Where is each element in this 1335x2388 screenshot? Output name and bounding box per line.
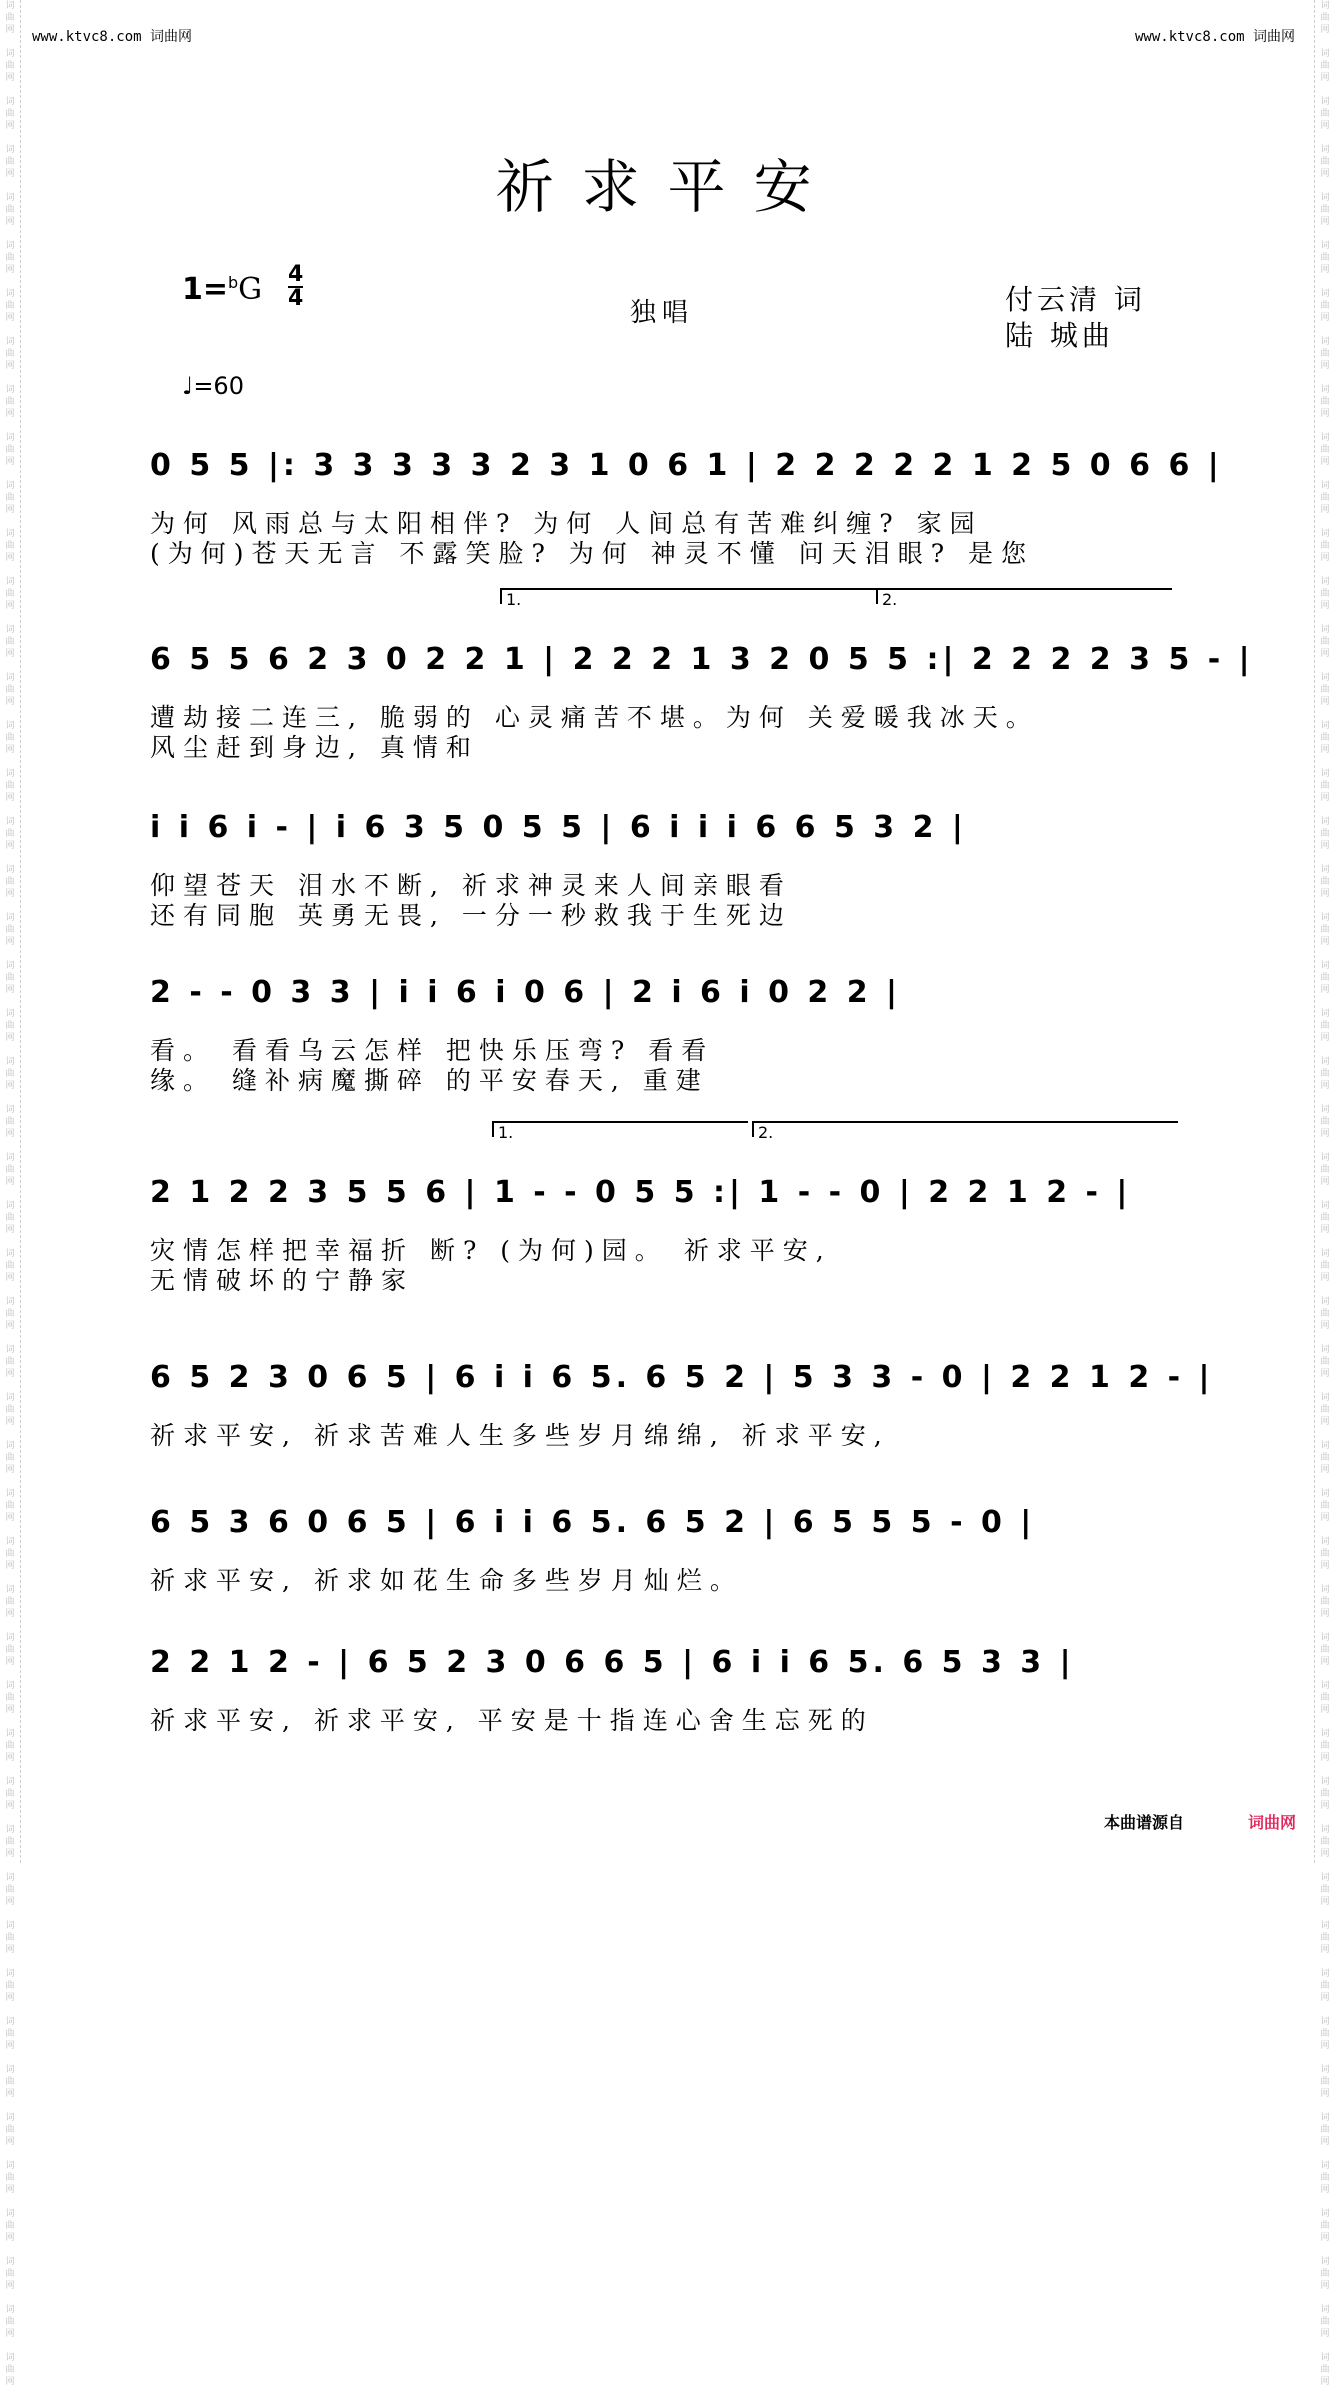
lyric-line: 祈求平安, 祈求苦难人生多些岁月绵绵, 祈求平安,	[150, 1421, 890, 1450]
lyric-line: 看。 看看乌云怎样 把快乐压弯? 看看	[150, 1036, 715, 1065]
time-top: 4	[288, 262, 304, 287]
site-header-right: www.ktvc8.com 词曲网	[1134, 29, 1295, 45]
right-edge-watermark: 词 曲 网 词 曲 网 词 曲 网 词 曲 网 词 曲 网 词 曲 网 词 曲 网 词 曲 网 词 曲 网 词 曲 网 词 曲 网 词 曲 网 词 曲 网 词 曲 网 词 曲 网 词 曲 网 词 曲 网 词 曲 网 词 曲 网 词 曲 网 词 曲 网 词 曲 网 词 曲 网 词 曲 网 词 曲 网 词 曲 网 词 曲 网 词 曲 网 词 曲 网 词 曲 网 词 曲 网 词 曲 网 词 曲 网 词 曲 网 词 曲 网 词 曲 网 词 曲 网 词 曲 网 词 曲 网 词 曲 网 词 曲 网 词 曲 网 词 曲 网 词 曲 网 词 曲 网 词 曲 网 词 曲 网 词 曲 网 词 曲 网 词 曲 网	[1314, 0, 1335, 1863]
lyric-line: (为何)苍天无言 不露笑脸? 为何 神灵不懂 问天泪眼? 是您	[150, 539, 1035, 568]
key-note: G	[238, 272, 263, 307]
lyric-line: 还有同胞 英勇无畏, 一分一秒救我于生死边	[150, 901, 792, 930]
left-edge-watermark: 词 曲 网 词 曲 网 词 曲 网 词 曲 网 词 曲 网 词 曲 网 词 曲 网 词 曲 网 词 曲 网 词 曲 网 词 曲 网 词 曲 网 词 曲 网 词 曲 网 词 曲 网 词 曲 网 词 曲 网 词 曲 网 词 曲 网 词 曲 网 词 曲 网 词 曲 网 词 曲 网 词 曲 网 词 曲 网 词 曲 网 词 曲 网 词 曲 网 词 曲 网 词 曲 网 词 曲 网 词 曲 网 词 曲 网 词 曲 网 词 曲 网 词 曲 网 词 曲 网 词 曲 网 词 曲 网 词 曲 网 词 曲 网 词 曲 网 词 曲 网 词 曲 网 词 曲 网 词 曲 网 词 曲 网 词 曲 网 词 曲 网 词 曲 网	[0, 0, 21, 1863]
notation-line: 0 5 5 |: 3 3 3 3 3 2 3 1 0 6 1 | 2 2 2 2 2 1 2 5 0 6 6 |	[150, 448, 1223, 483]
lyric-line: 为何 风雨总与太阳相伴? 为何 人间总有苦难纠缠? 家园	[150, 509, 983, 538]
key-flat: b	[228, 273, 239, 292]
source-brand: 词曲网	[1248, 1813, 1297, 1832]
lyricist: 付云清 词	[1005, 283, 1146, 316]
lyric-line: 祈求平安, 祈求如花生命多些岁月灿烂。	[150, 1566, 743, 1595]
notation-line: i i 6 i - | i 6 3 5 0 5 5 | 6 i i i 6 6 5 3 2 |	[150, 810, 967, 845]
time-signature	[288, 264, 303, 310]
lyric-line: 遭劫接二连三, 脆弱的 心灵痛苦不堪。为何 关爱暖我冰天。	[150, 703, 1039, 732]
lyric-line: 无情破坏的宁静家	[150, 1266, 415, 1295]
notation-line: 6 5 5 6 2 3 0 2 2 1 | 2 2 2 1 3 2 0 5 5 :| 2 2 2 2 3 5 - |	[150, 642, 1254, 677]
key-signature	[182, 272, 262, 307]
key-prefix: 1=	[182, 272, 229, 307]
volta-bracket-2: 2.	[752, 1121, 1178, 1137]
time-bottom: 4	[288, 286, 304, 311]
volta-bracket-1: 1.	[500, 588, 876, 604]
lyric-line: 祈求平安, 祈求平安, 平安是十指连心舍生忘死的	[150, 1706, 874, 1735]
notation-line: 2 - - 0 3 3 | i i 6 i 0 6 | 2 i 6 i 0 2 2 |	[150, 975, 902, 1010]
notation-line: 2 2 1 2 - | 6 5 2 3 0 6 6 5 | 6 i i 6 5. 6 5 3 3 |	[150, 1645, 1075, 1680]
lyric-line: 缘。 缝补病魔撕碎 的平安春天, 重建	[150, 1066, 709, 1095]
volta-bracket-2: 2.	[876, 588, 1172, 604]
site-header-left: www.ktvc8.com 词曲网	[32, 29, 193, 45]
lyric-line: 灾情怎样把幸福折 断? (为何)园。 祈求平安,	[150, 1236, 832, 1265]
notation-line: 6 5 3 6 0 6 5 | 6 i i 6 5. 6 5 2 | 6 5 5 5 - 0 |	[150, 1505, 1036, 1540]
lyric-line: 风尘赶到身边, 真情和	[150, 733, 479, 762]
lyric-line: 仰望苍天 泪水不断, 祈求神灵来人间亲眼看	[150, 871, 792, 900]
tempo-mark: ♩=60	[182, 372, 244, 400]
composer: 陆 城曲	[1005, 319, 1114, 352]
volta-bracket-1: 1.	[492, 1121, 748, 1137]
source-label: 本曲谱源自	[1104, 1813, 1185, 1832]
performance-type: 独唱	[630, 298, 695, 328]
notation-line: 6 5 2 3 0 6 5 | 6 i i 6 5. 6 5 2 | 5 3 3 - 0 | 2 2 1 2 - |	[150, 1360, 1214, 1395]
song-title: 祈求平安	[495, 153, 840, 221]
notation-line: 2 1 2 2 3 5 5 6 | 1 - - 0 5 5 :| 1 - - 0 | 2 2 1 2 - |	[150, 1175, 1132, 1210]
